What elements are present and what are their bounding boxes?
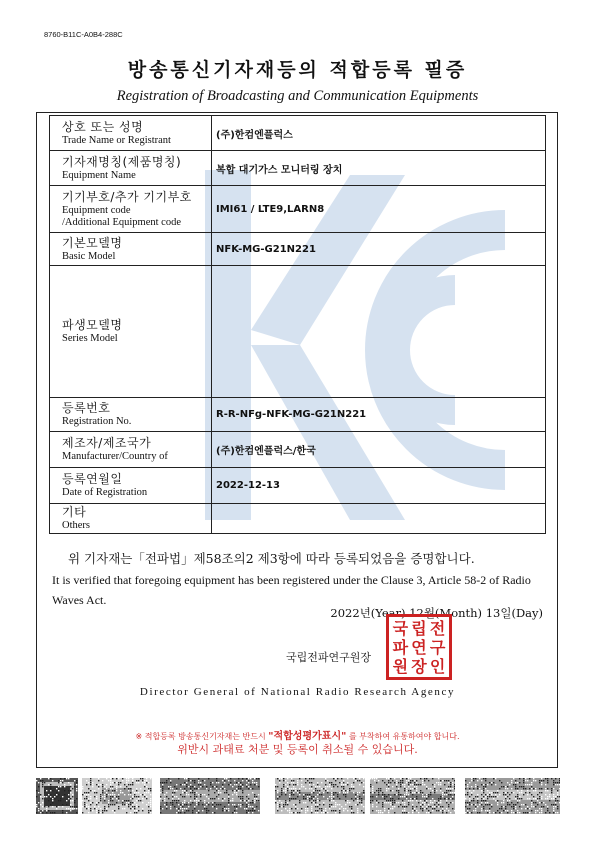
label-english: Date of Registration	[62, 487, 148, 498]
label-english: Trade Name or Registrant	[62, 134, 171, 146]
manufacturer-value: (주)한컴엔플럭스/한국	[212, 432, 546, 468]
table-row	[50, 266, 546, 398]
label-korean: 기타	[62, 505, 87, 519]
label-cell	[50, 398, 212, 432]
certificate-title-korean: 방송통신기자재등의 적합등록 필증	[127, 59, 468, 81]
barcode-icon	[465, 778, 560, 814]
notice-emphasis: "적합성평가표시"	[268, 731, 347, 742]
table-row	[50, 186, 546, 233]
statement-english: It is verified that foregoing equipment has been registered under the Clause 3, Article 58-2 of Radio Waves Act.	[52, 573, 531, 607]
statement-korean: 위 기자재는「전파법」제58조의2 제3항에 따라 등록되었음을 증명합니다.	[68, 551, 475, 566]
seal-char: 전	[429, 619, 446, 638]
notice-label-requirement	[0, 727, 595, 742]
document-id: 8760-B11C-A0B4-288C	[44, 30, 123, 39]
seal-char: 인	[429, 657, 446, 676]
table-row	[50, 504, 546, 534]
label-korean: 등록연월일	[62, 472, 123, 486]
date-day: 13	[485, 606, 501, 620]
label-korean: 파생모델명	[62, 318, 123, 332]
table-row	[50, 398, 546, 432]
barcode-icon	[370, 778, 455, 814]
seal-char: 국	[392, 619, 409, 638]
notice-pre: ※ 적합등록 방송통신기자재는 반드시	[135, 732, 266, 741]
label-korean: 기본모델명	[62, 235, 123, 250]
director-title: Director General of National Radio Research Agency	[139, 686, 456, 698]
date-year-label: 년(Year)	[359, 606, 406, 620]
registration-date-value: 2022-12-13	[212, 468, 546, 504]
label-english: Manufacturer/Country of	[62, 451, 168, 462]
barcode-icon	[275, 778, 365, 814]
registration-number-value: R-R-NFg-NFK-MG-G21N221	[212, 398, 546, 432]
label-korean: 기자재명칭(제품명칭)	[62, 154, 182, 169]
seal-char: 구	[429, 638, 446, 657]
basic-model-value: NFK-MG-G21N221	[212, 233, 546, 266]
security-barcode-strip	[0, 778, 595, 818]
table-row	[50, 468, 546, 504]
label-cell	[50, 504, 212, 534]
label-korean: 상호 또는 성명	[62, 119, 144, 134]
label-english: Basic Model	[62, 250, 116, 262]
barcode-icon	[82, 778, 152, 814]
others-value	[212, 504, 546, 534]
date-month: 12	[409, 606, 424, 620]
table-row	[50, 116, 546, 151]
date-month-label: 월(Month)	[423, 606, 483, 620]
barcode-icon	[36, 778, 78, 814]
notice-post: 를 부착하여 유통하여야 합니다.	[348, 732, 460, 741]
registration-table	[49, 115, 546, 534]
label-english: Others	[62, 520, 90, 531]
label-cell	[50, 151, 212, 186]
label-cell	[50, 468, 212, 504]
certificate-title-english: Registration of Broadcasting and Communication Equipments	[116, 88, 479, 104]
seal-char: 립	[411, 619, 427, 638]
label-korean: 등록번호	[62, 401, 111, 415]
label-english: Equipment Name	[62, 169, 136, 181]
seal-char: 원	[392, 657, 409, 676]
equipment-name-value: 복합 대기가스 모니터링 장치	[212, 151, 546, 186]
barcode-icon	[160, 778, 260, 814]
label-english-2: /Additional Equipment code	[62, 216, 181, 228]
label-cell	[50, 266, 212, 398]
issuer-title: 국립전파연구원장	[286, 651, 372, 664]
seal-char: 연	[411, 638, 427, 657]
table-row	[50, 432, 546, 468]
label-cell	[50, 432, 212, 468]
label-cell	[50, 186, 212, 233]
seal-char: 파	[392, 638, 409, 657]
label-cell	[50, 116, 212, 151]
official-seal-stamp	[386, 614, 452, 680]
label-english: Registration No.	[62, 416, 132, 427]
series-model-value	[212, 266, 546, 398]
date-day-label: 일(Day)	[500, 606, 543, 620]
label-english: Series Model	[62, 333, 118, 344]
seal-char: 장	[411, 657, 427, 676]
label-korean: 제조자/제조국가	[62, 436, 152, 450]
notice-penalty: 위반시 과태료 처분 및 등록이 취소될 수 있습니다.	[177, 743, 418, 756]
label-english: Equipment code	[62, 204, 131, 216]
label-cell	[50, 233, 212, 266]
date-year: 2022	[330, 606, 360, 620]
table-row	[50, 151, 546, 186]
label-korean: 기기부호/추가 기기부호	[62, 189, 192, 204]
equipment-code-value: IMI61 / LTE9,LARN8	[212, 186, 546, 233]
trade-name-value: (주)한컴엔플럭스	[212, 116, 546, 151]
table-row	[50, 233, 546, 266]
